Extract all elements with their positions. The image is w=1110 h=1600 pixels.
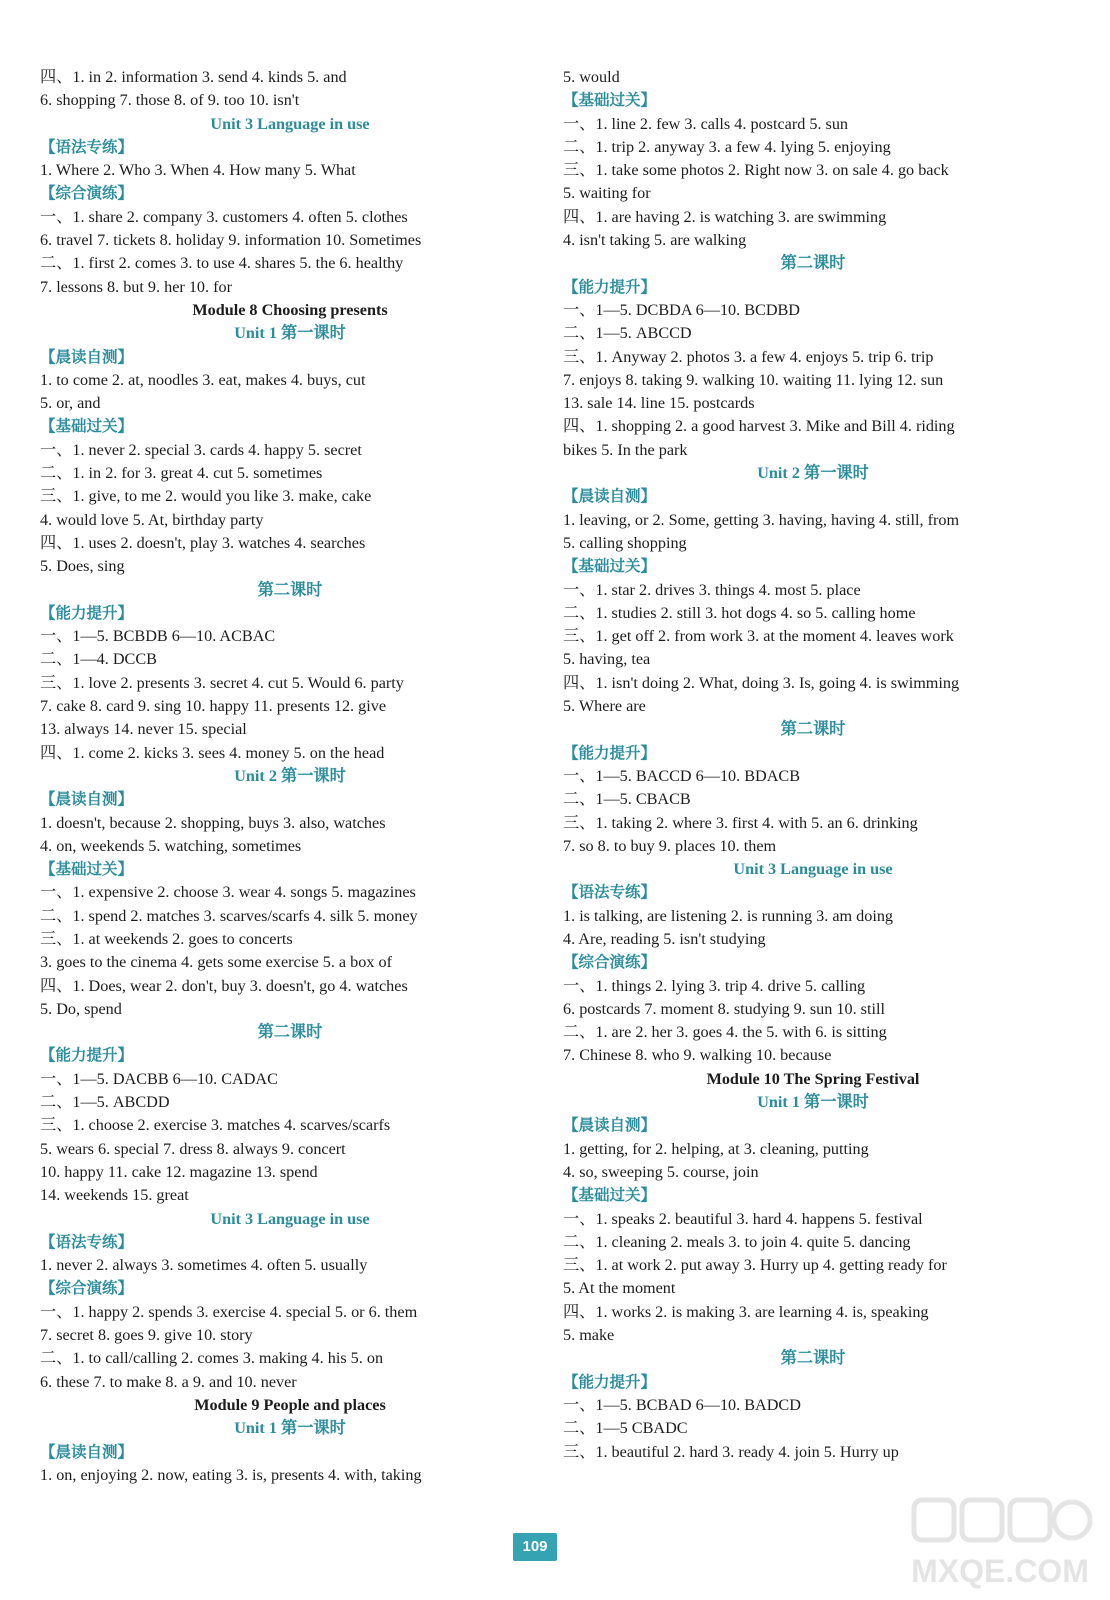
answer-line: 5. Does, sing [40,557,125,576]
answer-line: 一、1—5. BACCD 6—10. BDACB [563,766,800,785]
answer-line: 三、1. beautiful 2. hard 3. ready 4. join 5. Hurry up [563,1442,899,1461]
section-tag: 【能力提升】 [563,1373,657,1391]
answer-line: 5. or, and [40,394,101,413]
answer-line: 4. on, weekends 5. watching, sometimes [40,836,302,855]
answer-line: 7. secret 8. goes 9. give 10. story [40,1326,253,1345]
unit-heading: 第二课时 [257,1023,323,1042]
unit-heading: Unit 2 第一课时 [757,464,869,483]
answer-line: 三、1. at work 2. put away 3. Hurry up 4. getting ready for [563,1256,947,1275]
answer-line: 一、1. speaks 2. beautiful 3. hard 4. happens 5. festival [563,1209,923,1228]
watermark-text: MXQE.COM [911,1553,1089,1589]
answer-line: 4. Are, reading 5. isn't studying [563,929,766,948]
page-number: 109 [513,1533,557,1561]
unit-heading: Unit 2 第一课时 [234,766,346,785]
section-tag: 【语法专练】 [40,138,134,156]
unit-heading: Unit 3 Language in use [210,114,370,133]
answer-line: 四、1. come 2. kicks 3. sees 4. money 5. on the head [40,743,385,762]
answer-line: 13. always 14. never 15. special [40,720,247,739]
answer-line: 一、1. expensive 2. choose 3. wear 4. songs 5. magazines [40,883,416,902]
answer-line: 7. Chinese 8. who 9. walking 10. because [563,1046,832,1065]
section-tag: 【能力提升】 [563,744,657,762]
answer-line: 4. would love 5. At, birthday party [40,510,264,529]
answer-line: 一、1. star 2. drives 3. things 4. most 5. place [563,580,861,599]
answer-line: 一、1—5. DACBB 6—10. CADAC [40,1069,278,1088]
answer-line: 一、1—5. BCBDB 6—10. ACBAC [40,627,276,646]
answer-line: 四、1. shopping 2. a good harvest 3. Mike and Bill 4. riding [563,417,955,436]
answer-line: 三、1. love 2. presents 3. secret 4. cut 5. Would 6. party [40,673,404,692]
section-tag: 【能力提升】 [563,278,657,296]
answer-line: 二、1. in 2. for 3. great 4. cut 5. sometimes [40,464,323,483]
answer-line: 一、1—5. BCBAD 6—10. BADCD [563,1395,801,1414]
unit-heading: Unit 1 第一课时 [757,1093,869,1112]
answer-line: 二、1—5. ABCDD [40,1093,170,1112]
answer-line: 一、1. never 2. special 3. cards 4. happy 5. secret [40,440,362,459]
answer-line: 四、1. works 2. is making 3. are learning 4. is, speaking [563,1302,929,1321]
answer-line: 二、1. studies 2. still 3. hot dogs 4. so 5. calling home [563,603,916,622]
section-tag: 【基础过关】 [563,92,657,110]
section-tag: 【综合演练】 [40,1280,134,1298]
answer-line: 二、1—5 CBADC [563,1419,688,1438]
answer-line: 1. on, enjoying 2. now, eating 3. is, presents 4. with, taking [40,1465,422,1484]
answer-line: 1. to come 2. at, noodles 3. eat, makes 4. buys, cut [40,370,366,389]
answer-line: 一、1. things 2. lying 3. trip 4. drive 5. calling [563,976,866,995]
section-tag: 【晨读自测】 [40,1443,134,1461]
answer-line: 二、1. spend 2. matches 3. scarves/scarfs 4. silk 5. money [40,906,418,925]
section-tag: 【基础过关】 [563,1187,657,1205]
answer-line: 7. so 8. to buy 9. places 10. them [563,836,777,855]
answer-line: 三、1. get off 2. from work 3. at the moment 4. leaves work [563,627,954,646]
unit-heading: Unit 3 Language in use [210,1209,370,1228]
section-tag: 【综合演练】 [563,954,657,972]
section-tag: 【语法专练】 [563,884,657,902]
answer-line: 二、1. trip 2. anyway 3. a few 4. lying 5. enjoying [563,137,891,156]
answer-line: 四、1. uses 2. doesn't, play 3. watches 4. searches [40,533,366,552]
module-heading: Module 8 Choosing presents [192,300,388,319]
answer-line: 1. Where 2. Who 3. When 4. How many 5. What [40,161,356,180]
answer-line: 二、1—4. DCCB [40,650,157,669]
unit-heading: 第二课时 [780,720,846,739]
answer-line: 三、1. take some photos 2. Right now 3. on sale 4. go back [563,161,949,180]
section-tag: 【能力提升】 [40,604,134,622]
answer-line: 三、1. taking 2. where 3. first 4. with 5. an 6. drinking [563,813,918,832]
answer-line: 7. enjoys 8. taking 9. walking 10. waiting 11. lying 12. sun [563,370,944,389]
answer-line: 1. never 2. always 3. sometimes 4. often 5. usually [40,1256,368,1275]
answer-line: 四、1. Does, wear 2. don't, buy 3. doesn't, go 4. watches [40,976,408,995]
answer-line: 一、1. happy 2. spends 3. exercise 4. special 5. or 6. them [40,1302,418,1321]
answer-line: 1. leaving, or 2. Some, getting 3. having, having 4. still, from [563,510,960,529]
answer-line: 四、1. in 2. information 3. send 4. kinds 5. and [40,68,347,86]
answer-line: 1. getting, for 2. helping, at 3. cleaning, putting [563,1139,869,1158]
unit-heading: 第二课时 [780,1349,846,1368]
answer-line: 四、1. isn't doing 2. What, doing 3. Is, going 4. is swimming [563,673,960,692]
section-tag: 【能力提升】 [40,1047,134,1065]
answer-line: 5. make [563,1326,615,1345]
section-tag: 【晨读自测】 [40,791,134,809]
section-tag: 【晨读自测】 [40,348,134,366]
section-tag: 【语法专练】 [40,1233,134,1251]
answer-line: 5. Where are [563,697,646,716]
answer-line: 10. happy 11. cake 12. magazine 13. spend [40,1162,318,1181]
answer-line: 5. Do, spend [40,999,122,1018]
answer-line: 一、1. share 2. company 3. customers 4. often 5. clothes [40,207,408,226]
answer-line: 1. doesn't, because 2. shopping, buys 3. also, watches [40,813,386,832]
answer-line: 1. is talking, are listening 2. is running 3. am doing [563,906,894,925]
answer-line: 4. so, sweeping 5. course, join [563,1162,759,1181]
answer-line: 一、1. line 2. few 3. calls 4. postcard 5. sun [563,114,849,133]
unit-heading: 第二课时 [257,580,323,599]
section-tag: 【基础过关】 [40,861,134,879]
answer-line: bikes 5. In the park [563,440,688,459]
module-heading: Module 9 People and places [194,1395,386,1414]
answer-line: 5. would [563,68,620,86]
section-tag: 【晨读自测】 [563,1117,657,1135]
answer-line: 二、1. to call/calling 2. comes 3. making 4. his 5. on [40,1349,384,1368]
section-tag: 【基础过关】 [40,418,134,436]
answer-line: 6. travel 7. tickets 8. holiday 9. information 10. Sometimes [40,231,422,250]
section-tag: 【综合演练】 [40,185,134,203]
unit-heading: Unit 1 第一课时 [234,1419,346,1438]
answer-line: 14. weekends 15. great [40,1186,189,1205]
answer-line: 二、1—5. CBACB [563,790,691,809]
answer-line: 5. wears 6. special 7. dress 8. always 9. concert [40,1139,346,1158]
answer-line: 二、1. first 2. comes 3. to use 4. shares 5. the 6. healthy [40,254,404,273]
answer-line: 三、1. at weekends 2. goes to concerts [40,929,293,948]
answer-line: 三、1. choose 2. exercise 3. matches 4. scarves/scarfs [40,1116,391,1135]
section-tag: 【晨读自测】 [563,488,657,506]
answer-line: 二、1. cleaning 2. meals 3. to join 4. quite 5. dancing [563,1232,911,1251]
watermark-logo [906,1496,1094,1592]
answer-line: 6. these 7. to make 8. a 9. and 10. never [40,1372,297,1391]
module-heading: Module 10 The Spring Festival [706,1069,920,1088]
answer-line: 二、1—5. ABCCD [563,324,692,343]
answer-column-right [563,66,1063,1464]
answer-column-left [40,66,540,1487]
unit-heading: Unit 3 Language in use [733,860,893,879]
section-tag: 【基础过关】 [563,558,657,576]
answer-line: 5. waiting for [563,184,651,203]
answer-line: 三、1. give, to me 2. would you like 3. make, cake [40,487,372,506]
answer-line: 三、1. Anyway 2. photos 3. a few 4. enjoys 5. trip 6. trip [563,347,934,366]
answer-line: 7. cake 8. card 9. sing 10. happy 11. presents 12. give [40,697,386,716]
answer-line: 二、1. are 2. her 3. goes 4. the 5. with 6. is sitting [563,1023,887,1042]
unit-heading: Unit 1 第一课时 [234,324,346,343]
answer-line: 6. postcards 7. moment 8. studying 9. sun 10. still [563,999,885,1018]
answer-line: 4. isn't taking 5. are walking [563,231,747,250]
answer-line: 6. shopping 7. those 8. of 9. too 10. isn't [40,91,300,110]
answer-line: 13. sale 14. line 15. postcards [563,394,755,413]
answer-line: 5. At the moment [563,1279,676,1298]
answer-line: 7. lessons 8. but 9. her 10. for [40,277,232,296]
answer-line: 四、1. are having 2. is watching 3. are swimming [563,207,887,226]
answer-line: 一、1—5. DCBDA 6—10. BCDBD [563,300,800,319]
answer-line: 5. having, tea [563,650,651,669]
unit-heading: 第二课时 [780,254,846,273]
answer-line: 3. goes to the cinema 4. gets some exercise 5. a box of [40,953,392,972]
answer-line: 5. calling shopping [563,533,687,552]
